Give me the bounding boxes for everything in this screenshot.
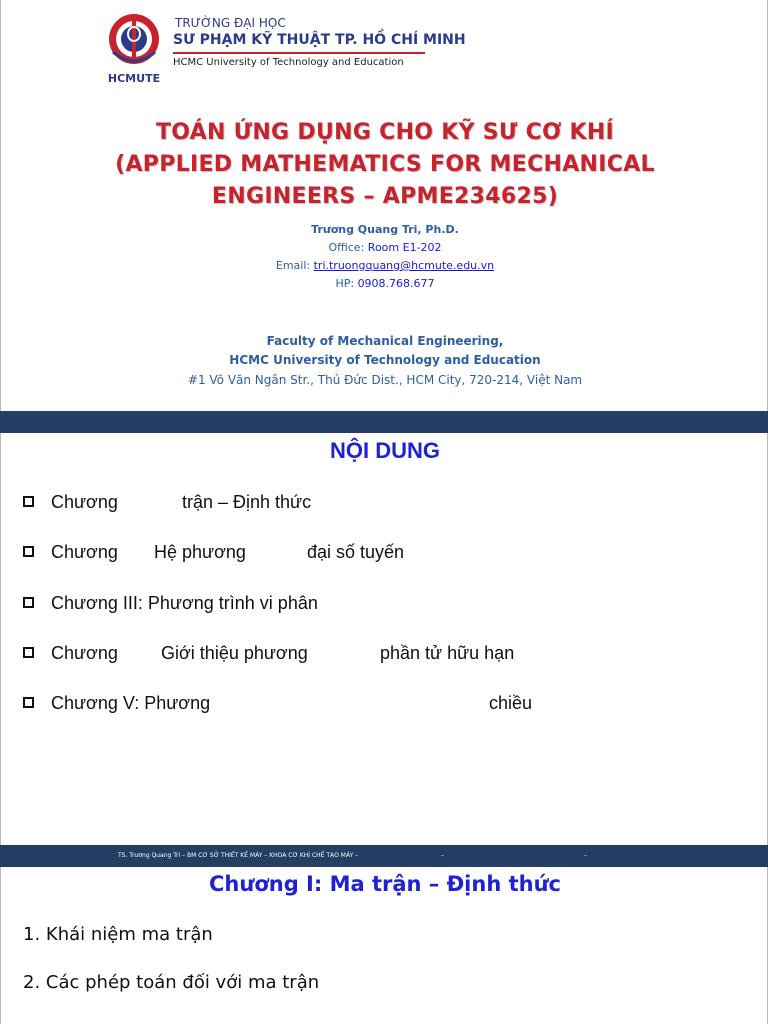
author-name: Trương Quang Tri, Ph.D.	[311, 223, 459, 236]
contents-title: NỘI DUNG	[330, 438, 440, 463]
list-item: Chương V: Phương chiều	[23, 693, 47, 714]
phone-info: HP: 0908.768.677	[335, 277, 435, 290]
email-info: Email: tri.truongquang@hcmute.edu.vn	[275, 259, 495, 272]
course-title-line2: (APPLIED MATHEMATICS FOR MECHANICAL	[115, 152, 655, 177]
list-item: 2. Các phép toán đối với ma trận	[23, 972, 320, 993]
faculty-line1: Faculty of Mechanical Engineering,	[266, 334, 504, 348]
svg-text:HCMUTE: HCMUTE	[107, 72, 161, 85]
school-line2: SƯ PHẠM KỸ THUẬT TP. HỒ CHÍ MINH	[173, 32, 466, 48]
list-item: Chương trận – Định thức	[23, 492, 47, 513]
phone-value: 0908.768.677	[357, 277, 435, 290]
slide-divider	[0, 411, 768, 433]
checkbox-icon	[23, 496, 34, 507]
chapter1-slide	[0, 866, 768, 1024]
hcmute-logo-icon	[105, 12, 163, 86]
contents-slide	[0, 414, 768, 866]
list-item: Chương Hệ phương đại số tuyến	[23, 542, 47, 563]
faculty-line2: HCMC University of Technology and Education	[229, 353, 541, 367]
list-item: 1. Khái niệm ma trận	[23, 924, 213, 945]
list-item: Chương III: Phương trình vi phân	[23, 593, 47, 614]
faculty-address: #1 Võ Văn Ngân Str., Thủ Đức Dist., HCM City, 720-214, Việt Nam	[187, 373, 583, 387]
chapter1-title: Chương I: Ma trận – Định thức	[209, 872, 561, 896]
school-english: HCMC University of Technology and Education	[173, 57, 404, 68]
course-title-line1: TOÁN ỨNG DỤNG CHO KỸ SƯ CƠ KHÍ	[155, 120, 615, 145]
email-link[interactable]: tri.truongquang@hcmute.edu.vn	[313, 259, 495, 272]
school-line1: TRƯỜNG ĐẠI HỌC	[175, 16, 286, 30]
office-info: Office: Room E1-202	[328, 241, 442, 254]
footer-dash: –	[584, 852, 587, 859]
checkbox-icon	[23, 597, 34, 608]
footer-dash: –	[441, 852, 444, 859]
office-value: Room E1-202	[367, 241, 442, 254]
checkbox-icon	[23, 546, 34, 557]
checkbox-icon	[23, 697, 34, 708]
footer-text: TS. Trương Quang Tri – BM CƠ SỞ THIẾT KẾ MÁY – KHOA CƠ KHÍ CHẾ TẠO MÁY –	[118, 852, 359, 859]
school-underline	[173, 52, 425, 54]
slide-footer	[0, 845, 768, 867]
course-title-line3: ENGINEERS – APME234625)	[211, 184, 559, 209]
list-item: Chương Giới thiệu phương phần tử hữu hạn	[23, 643, 47, 664]
title-slide	[0, 0, 768, 414]
checkbox-icon	[23, 647, 34, 658]
